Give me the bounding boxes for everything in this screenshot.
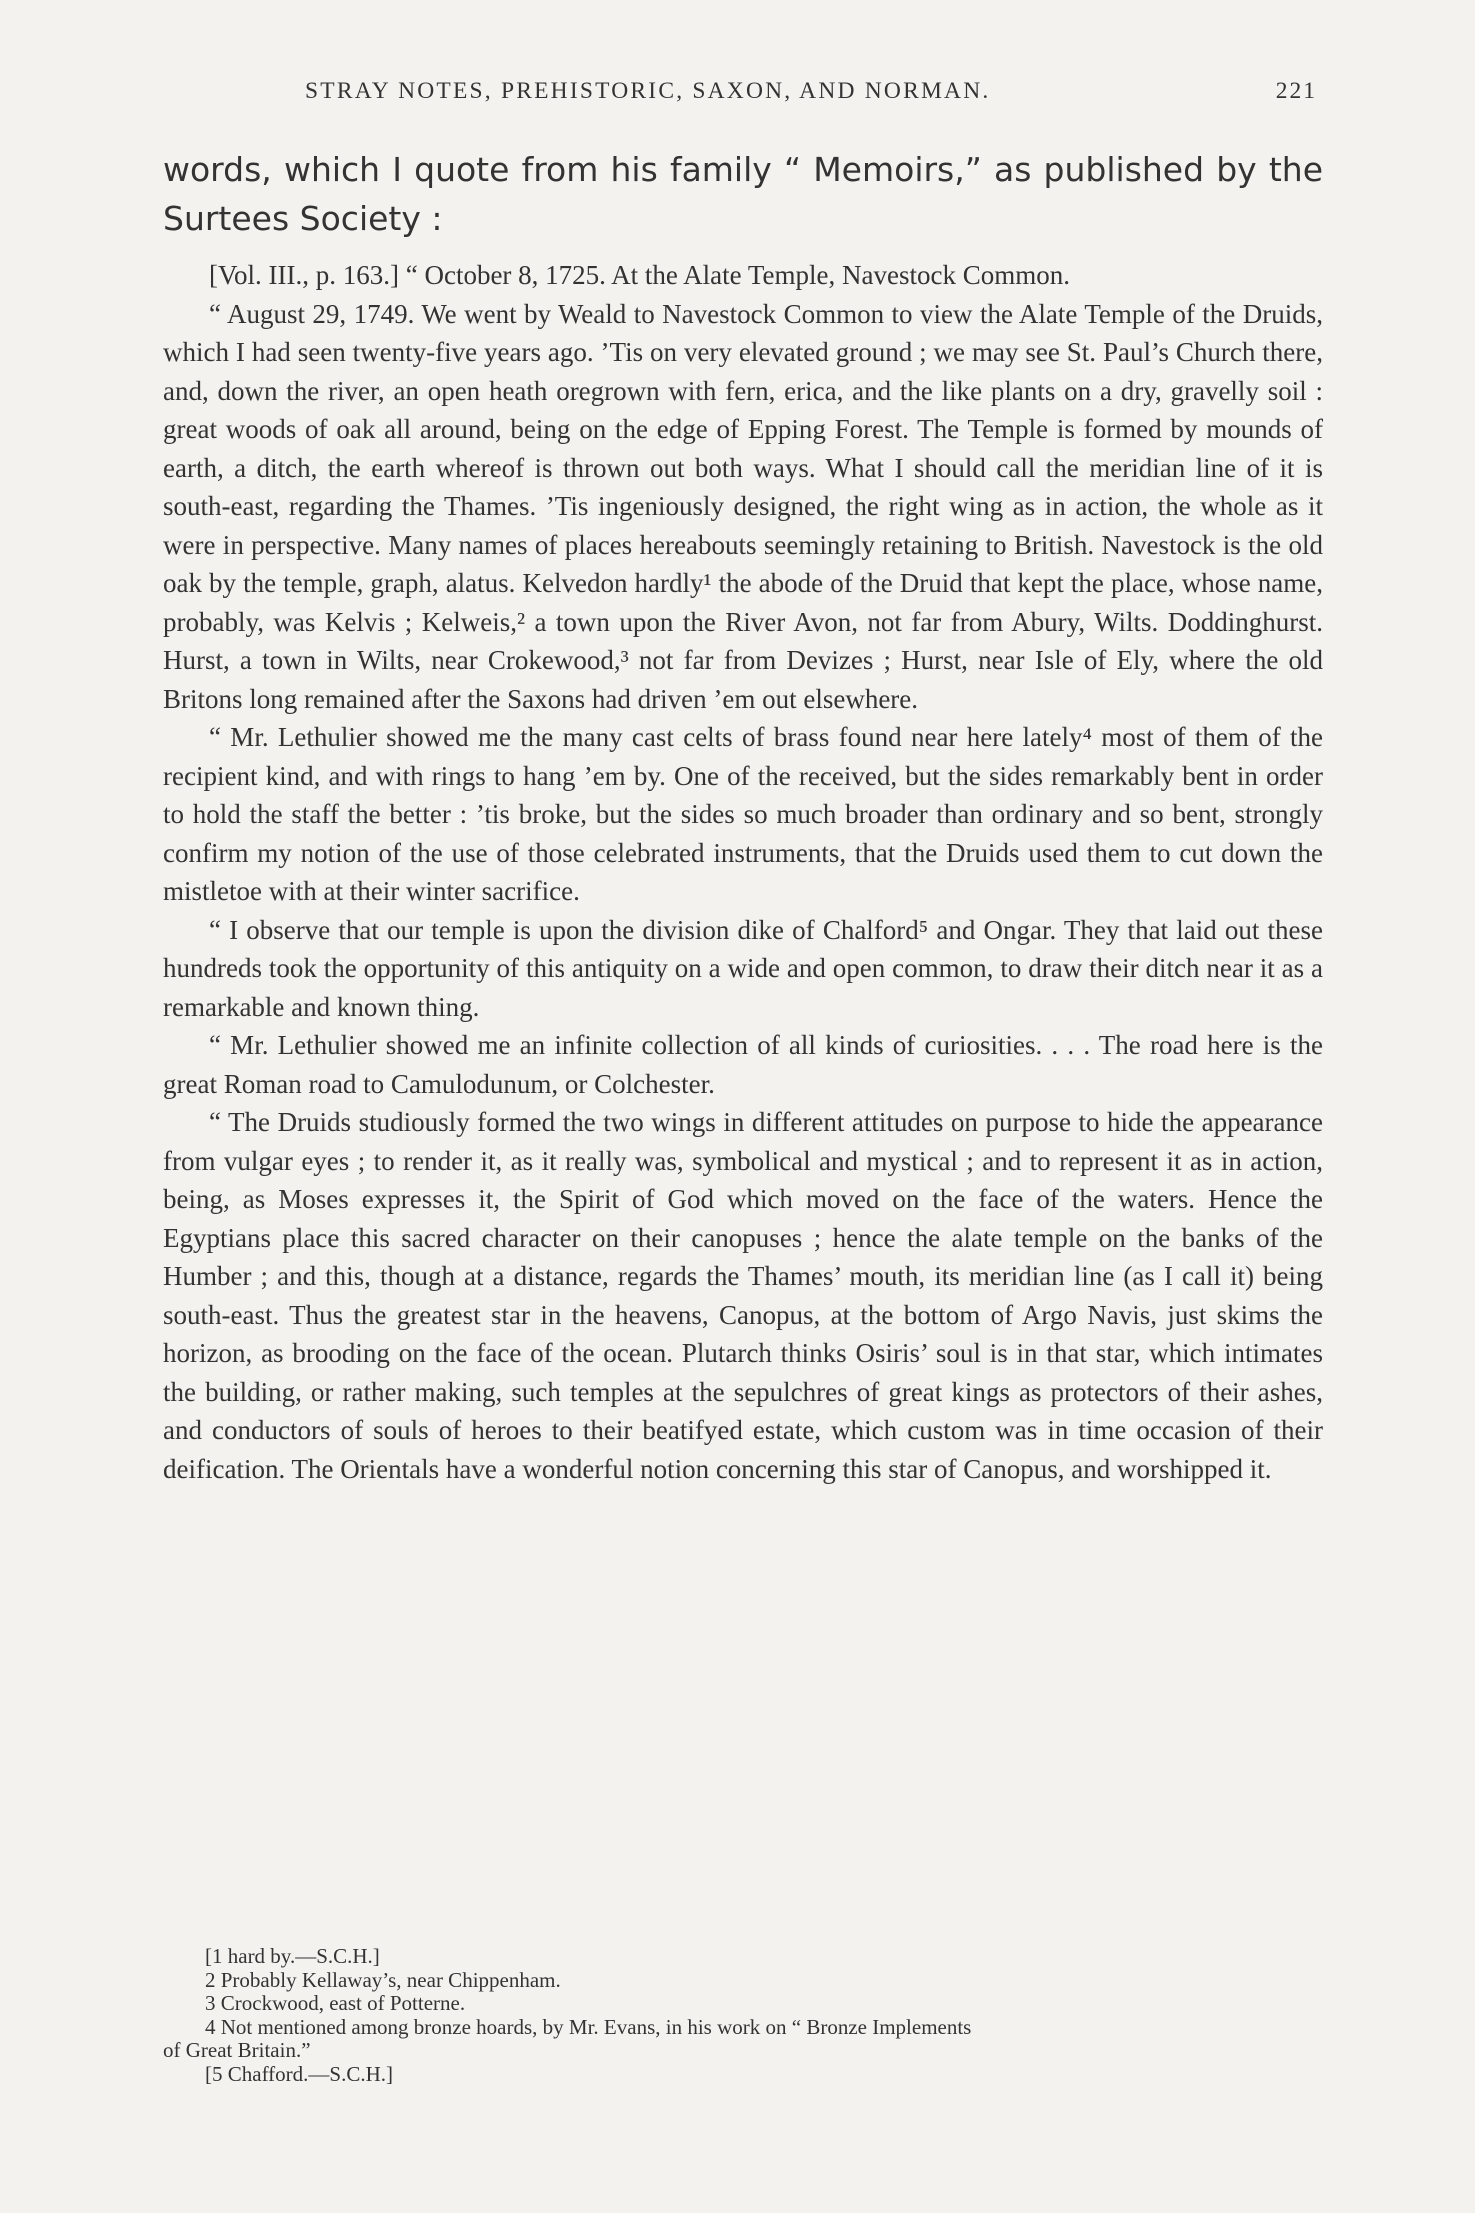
footnote-4-continuation: of Great Britain.” <box>163 2038 311 2062</box>
paragraph-vol-iii: [Vol. III., p. 163.] “ October 8, 1725. At the Alate Temple, Navestock Common. <box>209 260 1070 290</box>
running-head-title: STRAY NOTES, PREHISTORIC, SAXON, AND NORMAN. <box>305 78 991 104</box>
paragraph-division-dike: “ I observe that our temple is upon the division dike of Chalford⁵ and Ongar. They that laid out these hundreds took the opportunity of this antiquity on a wide and open common, to draw their ditch near it as a remarkable and known thing. <box>163 914 1323 1022</box>
lead-paragraph: words, which I quote from his family “ Memoirs,” as published by the Surtees Society : <box>163 150 1323 238</box>
paragraph-lethulier-celts: “ Mr. Lethulier showed me the many cast celts of brass found near here lately⁴ most of them of the recipient kind, and with rings to hang ’em by. One of the received, but the sides remarkably bent in order to hold the staff the better : ’tis broke, but the sides so much broader than ordinary and so bent, strongly confirm my notion of the use of those celebrated instruments, that the Druids used them to cut down the mistletoe with at their winter sacrifice. <box>163 722 1323 906</box>
footnote-5: [5 Chafford.—S.C.H.] <box>205 2061 394 2086</box>
footnote-4: 4 Not mentioned among bronze hoards, by Mr. Evans, in his work on “ Bronze Implements <box>205 2014 972 2039</box>
paragraph-august-1749: “ August 29, 1749. We went by Weald to Navestock Common to view the Alate Temple of the Druids, which I had seen twenty-five years ago. ’Tis on very elevated ground ; we may see St. Paul’s Church there, and, down the river, an open heath oregrown with fern, erica, and the like plants on a dry, gravelly soil : great woods of oak all around, being on the edge of Epping Forest. The Temple is formed by mounds of earth, a ditch, the earth whereof is thrown out both ways. What I should call the meridian line of it is south-east, regarding the Thames. ’Tis ingeniously designed, the right wing as in action, the whole as it were in perspective. Many names of places hereabouts seemingly retaining to British. Navestock is the old oak by the temple, graph, alatus. Kelvedon hardly¹ the abode of the Druid that kept the place, whose name, probably, was Kelvis ; Kelweis,² a town upon the River Avon, not far from Abury, Wilts. Doddinghurst. Hurst, a town in Wilts, near Crokewood,³ not far from Devizes ; Hurst, near Isle of Ely, where the old Britons long remained after the Saxons had driven ’em out elsewhere. <box>163 298 1323 714</box>
footnote-2: 2 Probably Kellaway’s, near Chippenham. <box>205 1967 561 1992</box>
footnote-1: [1 hard by.—S.C.H.] <box>205 1944 380 1968</box>
page-number: 221 <box>1275 78 1317 104</box>
paragraph-lethulier-curiosities: “ Mr. Lethulier showed me an infinite collection of all kinds of curiosities. . . . The road here is the great Roman road to Camulodunum, or Colchester. <box>163 1030 1323 1099</box>
footnote-3: 3 Crockwood, east of Potterne. <box>205 1991 466 2015</box>
running-head <box>305 78 1317 105</box>
paragraph-druids-wings: “ The Druids studiously formed the two wings in different attitudes on purpose to hide the appearance from vulgar eyes ; to render it, as it really was, symbolical and mystical ; and to represent it as in action, being, as Moses expresses it, the Spirit of God which moved on the face of the waters. Hence the Egyptians place this sacred character on their canopuses ; hence the alate temple on the banks of the Humber ; and this, though at a distance, regards the Thames’ mouth, its meridian line (as I call it) being south-east. Thus the greatest star in the heavens, Canopus, at the bottom of Argo Navis, just skims the horizon, as brooding on the face of the ocean. Plutarch thinks Osiris’ soul is in that star, which intimates the building, or rather making, such temples at the sepulchres of great kings as protectors of their ashes, and conductors of souls of heroes to their beatifyed estate, which custom was in time occasion of their deification. The Orientals have a wonderful notion concerning this star of Canopus, and worshipped it. <box>163 1107 1323 1484</box>
body-text <box>163 145 1323 1488</box>
footnotes <box>163 1945 1333 2086</box>
